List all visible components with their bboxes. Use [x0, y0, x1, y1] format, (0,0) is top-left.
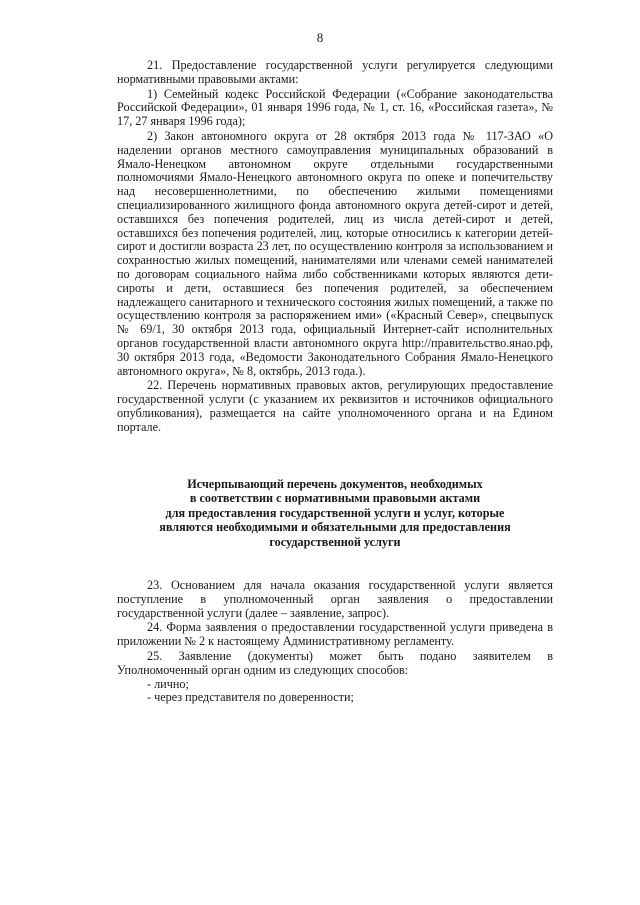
list-item: - лично;	[147, 676, 189, 691]
heading-line: Исчерпывающий перечень документов, необходимых	[187, 476, 483, 491]
heading-line: государственной услуги	[269, 534, 401, 549]
paragraph-21-item-1: 1) Семейный кодекс Российской Федерации («Собрание законодательства Российской Федерации», 01 января 1996 года, № 1, ст. 16, «Российская газета», № 17, 27 января 1996 года);	[117, 86, 553, 129]
paragraph-25: 25. Заявление (документы) может быть подано заявителем в Уполномоченный орган одним из следующих способов:	[117, 649, 553, 677]
paragraph-21: 21. Предоставление государственной услуги регулируется следующими нормативными правовыми актами:	[117, 58, 553, 86]
document-body	[117, 59, 553, 705]
heading-line: для предоставления государственной услуги и услуг, которые	[165, 505, 505, 520]
heading-line: являются необходимыми и обязательными для предоставления	[159, 520, 511, 535]
paragraph-21-item-2: 2) Закон автономного округа от 28 октября 2013 года № 117-ЗАО «О наделении органов местного самоуправления муниципальных образований в Ямало-Ненецком автономном округе отдельными государственными полномочиями Ямало-Ненецкого автономного округа по опеке и попечительству над несовершеннолетними, по обеспечению жилыми помещениями специализированного жилищного фонда автономного округа детей-сирот и детей, оставшихся без попечения родителей, лиц из числа детей-сирот и детей, оставшихся без попечения родителей, лиц, которые относились к категории детей-сирот и достигли возраста 23 лет, по осуществлению контроля за использованием и сохранностью жилых помещений, нанимателями или членами семей нанимателей по договорам социального найма либо собственниками которых являются дети-сироты и дети, оставшиеся без попечения родителей, за обеспечением надлежащего санитарного и технического состояния жилых помещений, а также по осуществлению контроля за распоряжением ими» («Красный Север», спецвыпуск № 69/1, 30 октября 2013 года, официальный Интернет-сайт исполнительных органов государственной власти автономного округа http://правительство.янао.рф, 30 октября 2013 года, «Ведомости Законодательного Собрания Ямало-Ненецкого автономного округа», № 8, октябрь, 2013 года.).	[117, 128, 553, 378]
page-number: 8	[316, 30, 324, 45]
paragraph-24: 24. Форма заявления о предоставлении государственной услуги приведена в приложении № 2 к настоящему Административному регламенту.	[117, 620, 553, 649]
section-heading	[117, 477, 553, 550]
paragraph-22: 22. Перечень нормативных правовых актов, регулирующих предоставление государственной услуги (с указанием их реквизитов и источников официального опубликования), размещается на сайте уполномоченного органа и на Едином портале.	[117, 378, 553, 434]
list-item: - через представителя по доверенности;	[147, 690, 354, 705]
paragraph-23: 23. Основанием для начала оказания государственной услуги является поступление в уполномоченный орган заявления о предоставлении государственной услуги (далее – заявление, запрос).	[117, 578, 553, 620]
heading-line: в соответствии с нормативными правовыми актами	[189, 491, 481, 506]
